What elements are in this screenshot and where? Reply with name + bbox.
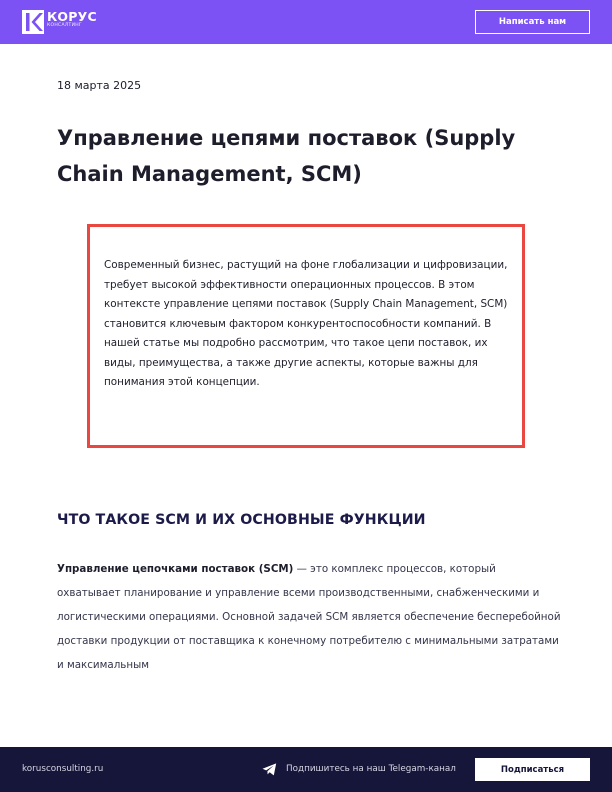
intro-paragraph: Современный бизнес, растущий на фоне глобализации и цифровизации, требует высокой эффективности операционных процессов. В этом контексте управление цепями поставок (Supply Chain Management, SCM) становится ключевым фактором конкурентоспособности компаний. В нашей статье мы подробно рассмотрим, что такое цепи поставок, их виды, преимущества, а также другие аспекты, которые важны для понимания этой концепции.	[104, 259, 508, 388]
article-date: 18 марта 2025	[57, 79, 142, 92]
paper-plane-icon	[262, 763, 277, 776]
logo[interactable]	[22, 10, 97, 34]
body-text: — это комплекс процессов, который охватывает планирование и управление всеми производственными, снабженческими и логистическими операциями. Основной задачей SCM является обеспечение бесперебойной доставки продукции от поставщика к конечному потребителю с минимальными затратами и максимальным	[57, 563, 561, 671]
subscribe-button[interactable]: Подписаться	[475, 758, 590, 781]
telegram-link[interactable]: Подпишитесь на наш Telegam-канал	[286, 764, 456, 774]
logo-subtitle: КОНСАЛТИНГ	[47, 23, 82, 28]
body-bold-term: Управление цепочками поставок (SCM)	[57, 563, 294, 575]
article-title: Управление цепями поставок (Supply Chain Management, SCM)	[57, 126, 516, 186]
section-heading: ЧТО ТАКОЕ SCM И ИХ ОСНОВНЫЕ ФУНКЦИИ	[57, 512, 426, 528]
korus-logo-icon	[22, 10, 44, 34]
logo-name: КОРУС	[47, 9, 97, 24]
logo-text	[47, 10, 97, 29]
body-paragraph	[57, 557, 562, 677]
top-bar	[0, 0, 612, 44]
write-to-us-button[interactable]: Написать нам	[475, 10, 590, 34]
footer-site-link[interactable]: korusconsulting.ru	[22, 764, 104, 774]
